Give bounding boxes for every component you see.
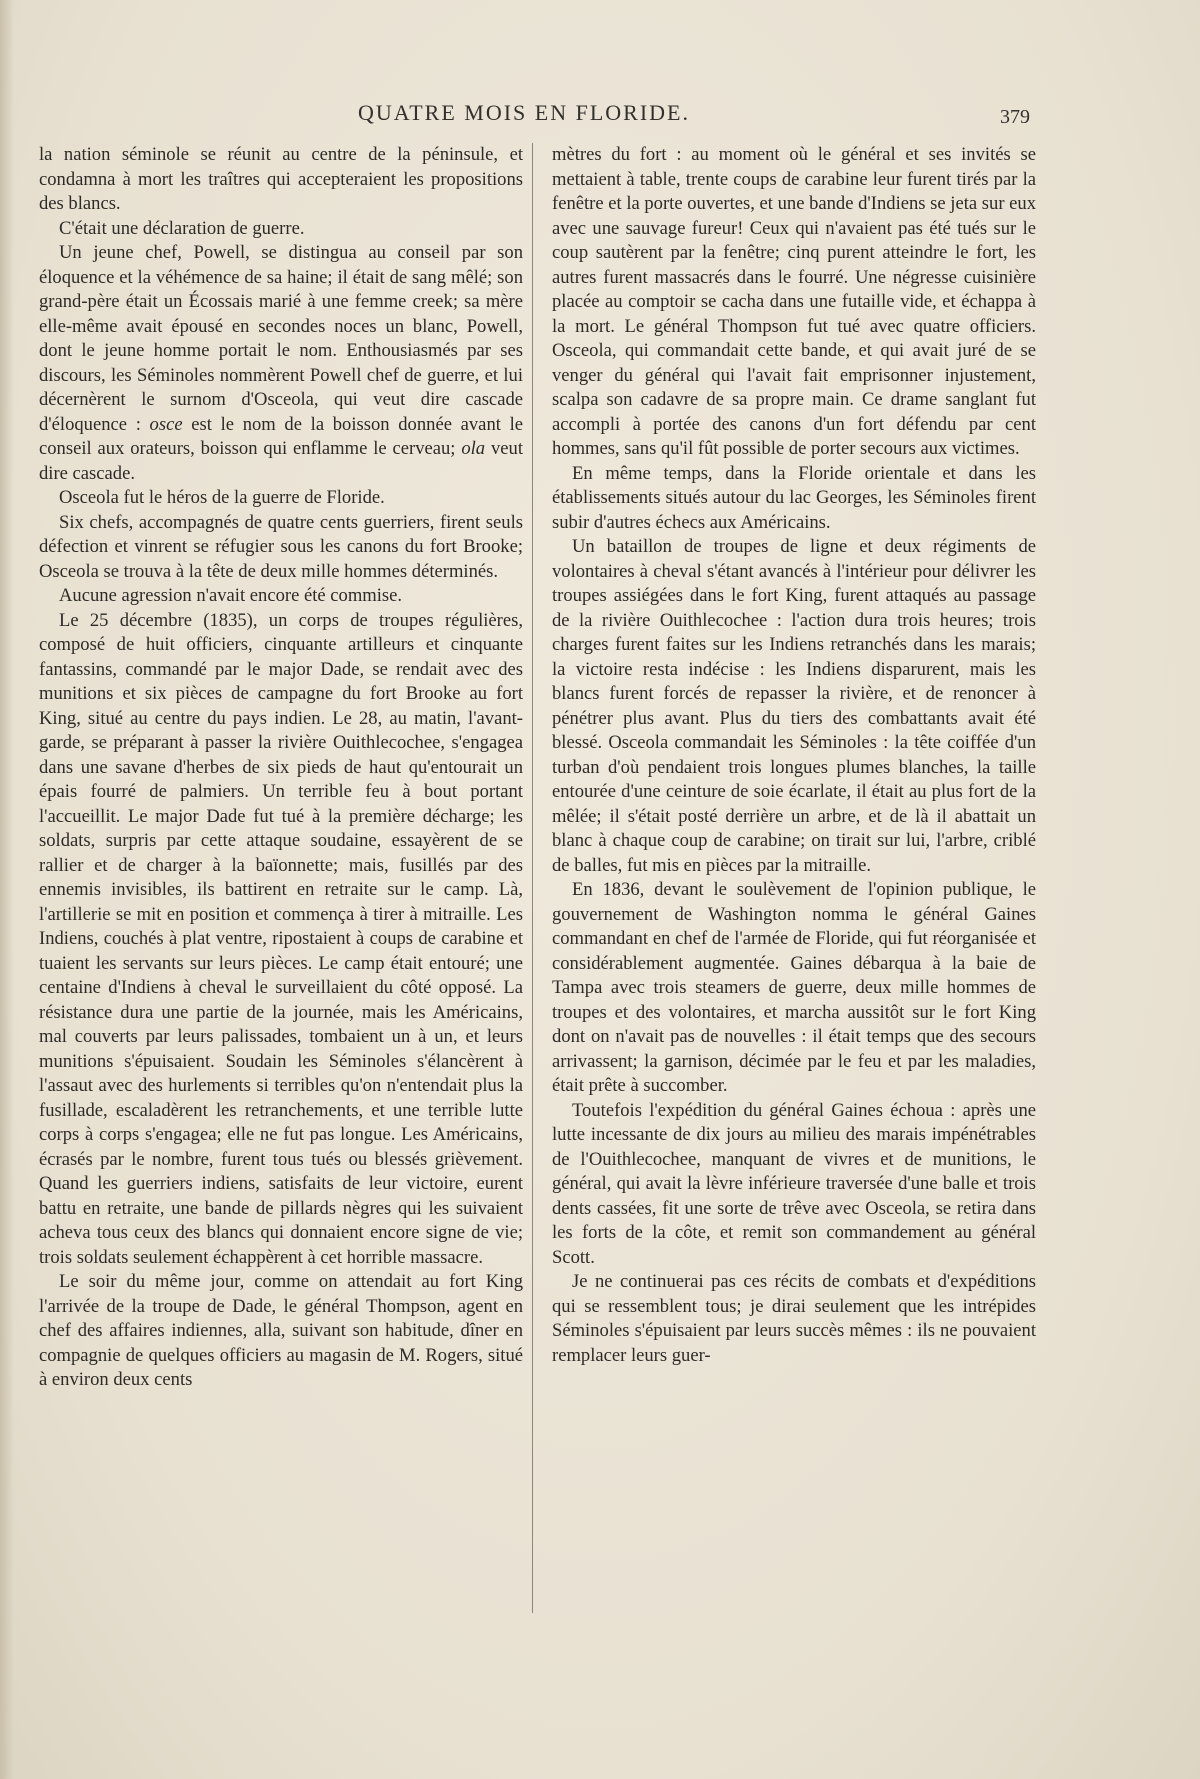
paragraph: Le 25 décembre (1835), un corps de troupes régulières, composé de huit officiers, cinquante artilleurs et cinquante fantassins, commandé par le major Dade, se rendait avec des munitions et six pièces de campagne du fort Brooke au fort King, situé au centre du pays indien. Le 28, au matin, l'avant-garde, se préparant à passer la rivière Ouithlecochee, s'engagea dans une savane d'herbes de six pieds de haut qu'entourait un épais fourré de palmiers. Un terrible feu à bout portant l'accueillit. Le major Dade fut tué à la première décharge; les soldats, surpris par cette attaque soudaine, essayèrent de se rallier et de charger à la baïonnette; mais, fusillés par des ennemis invisibles, ils battirent en retraite sur le camp. Là, l'artillerie se mit en position et commença à tirer à mitraille. Les Indiens, couchés à plat ventre, ripostaient à coups de carabine et tuaient les servants sur leurs pièces. Le camp était entouré; une centaine d'Indiens à cheval le surveillaient du côté opposé. La résistance dura une partie de la journée, mais les Américains, mal couverts par leurs palissades, tombaient un à un, et leurs munitions s'épuisaient. Soudain les Séminoles s'élancèrent à l'assaut avec des hurlements si terribles qu'on n'entendait plus la fusillade, escaladèrent les retranchements, et une terrible lutte corps à corps s'engagea; elle ne fut pas longue. Les Américains, écrasés par le nombre, furent tous tués ou blessés grièvement. Quand les guerriers indiens, satisfaits de leur victoire, eurent battu en retraite, une bande de pillards nègres qui les suivaient acheva tous ceux des blancs qui donnaient encore signe de vie; trois soldats seulement échappèrent à cet horrible massacre. xyxy=(39,609,523,1268)
text-run: Un jeune chef, Powell, se distingua au conseil par son éloquence et la véhémence de sa haine; il était de sang mêlé; son grand-père était un Écossais marié à une femme creek; sa mère elle-même avait épousé en secondes noces un blanc, Powell, dont le jeune homme portait le nom. Enthousiasmés par ses discours, les Séminoles nommèrent Powell chef de guerre, et lui décernèrent le surnom d'Osceola, qui veut dire cascade d'éloquence : xyxy=(39,242,523,435)
paragraph: En même temps, dans la Floride orientale et dans les établissements situés autour du lac Georges, les Séminoles firent subir d'autres échecs aux Américains. xyxy=(552,462,1036,533)
paragraph: Je ne continuerai pas ces récits de combats et d'expéditions qui se ressemblent tous; je dirai seulement que les intrépides Séminoles s'épuisaient par leurs succès mêmes : ils ne pouvaient remplacer leurs guer- xyxy=(552,1271,1036,1366)
italic-term: osce xyxy=(149,413,183,435)
italic-term: ola xyxy=(461,438,486,459)
running-title: QUATRE MOIS EN FLORIDE. xyxy=(358,100,690,125)
paragraph: Aucune agression n'avait encore été commise. xyxy=(59,585,403,606)
paragraph: la nation séminole se réunit au centre de la péninsule, et condamna à mort les traîtres qui accepteraient les propositions des blancs. xyxy=(39,144,523,214)
column-divider xyxy=(532,143,533,1613)
paragraph: Un bataillon de troupes de ligne et deux régiments de volontaires à cheval s'étant avancés à l'intérieur pour délivrer les troupes assiégées dans le fort King, furent attaqués au passage de la rivière Ouithlecochee : l'action dura trois heures; trois charges furent faites sur les Indiens retranchés dans les marais; la victoire resta indécise : les Indiens disparurent, mais les blancs furent forcés de repasser la rivière, et de renoncer à pénétrer plus avant. Plus du tiers des combattants avait été blessé. Osceola commandait les Séminoles : la tête coiffée d'un turban d'où pendaient trois longues plumes blanches, la taille entourée d'une ceinture de soie écarlate, il était au plus fort de la mêlée; il s'était posté derrière un arbre, et de là il abattait un blanc à chaque coup de carabine; on tirait sur lui, l'arbre, criblé de balles, fut mis en pièces par la mitraille. xyxy=(552,536,1036,876)
paragraph: C'était une déclaration de guerre. xyxy=(59,217,305,239)
paragraph: Le soir du même jour, comme on attendait au fort King l'arrivée de la troupe de Dade, le général Thompson, agent en chef des affaires indiennes, alla, suivant son habitude, dîner en compagnie de quelques officiers au magasin de M. Rogers, situé à environ deux cents xyxy=(39,1271,523,1390)
paragraph: Six chefs, accompagnés de quatre cents guerriers, firent seuls défection et vinrent se réfugier sous les canons du fort Brooke; Osceola se trouva à la tête de deux mille hommes déterminés. xyxy=(39,511,523,582)
paragraph: Osceola fut le héros de la guerre de Floride. xyxy=(59,487,385,508)
paragraph: Toutefois l'expédition du général Gaines échoua : après une lutte incessante de dix jours au milieu des marais impénétrables de l'Ouithlecochee, manquant de vivres et de munitions, le général, qui avait la lèvre inférieure traversée d'une balle et trois dents cassées, fit une sorte de trêve avec Osceola, se retira dans les forts de la côte, et remit son commandement au général Scott. xyxy=(552,1099,1036,1268)
paragraph: En 1836, devant le soulèvement de l'opinion publique, le gouvernement de Washington nomma le général Gaines commandant en chef de l'armée de Floride, qui fut réorganisée et considérablement augmentée. Gaines débarqua à la baie de Tampa avec trois steamers de guerre, deux mille hommes de troupes et des volontaires, et marcha aussitôt sur le fort King dont on n'avait pas de nouvelles : il était temps que des secours arrivassent; la garnison, décimée par le feu et par les maladies, était prête à succomber. xyxy=(552,879,1036,1096)
text-run: est le nom de la boisson donnée avant le conseil aux orateurs, boisson qui enflamme le cerveau; xyxy=(39,413,523,459)
paragraph: mètres du fort : au moment où le général et ses invités se mettaient à table, trente coups de carabine leur furent tirés par la fenêtre et la porte ouvertes, et une bande d'Indiens se jeta sur eux avec une sauvage fureur! Ceux qui n'avaient pas été tués sur le coup sautèrent par la fenêtre; cinq purent atteindre le fort, les autres furent massacrés dans le fourré. Une négresse cuisinière placée au comptoir se cacha dans une futaille vide, et échappa à la mort. Le général Thompson fut tué avec quatre officiers. Osceola, qui commandait cette bande, et qui avait juré de se venger du général qui l'avait fait emprisonner injustement, scalpa son cadavre de sa propre main. Ce drame sanglant fut accompli à portée des canons d'un fort défendu par cent hommes, sans qu'il fût possible de porter secours aux victimes. xyxy=(552,144,1037,459)
right-column xyxy=(552,143,1036,1368)
text-run: veut dire cascade. xyxy=(39,438,523,484)
page-fold-shadow xyxy=(0,0,14,1779)
paragraph xyxy=(39,241,523,486)
page-number: 379 xyxy=(1000,106,1030,128)
page-header xyxy=(0,100,1200,130)
left-column xyxy=(39,143,523,1393)
